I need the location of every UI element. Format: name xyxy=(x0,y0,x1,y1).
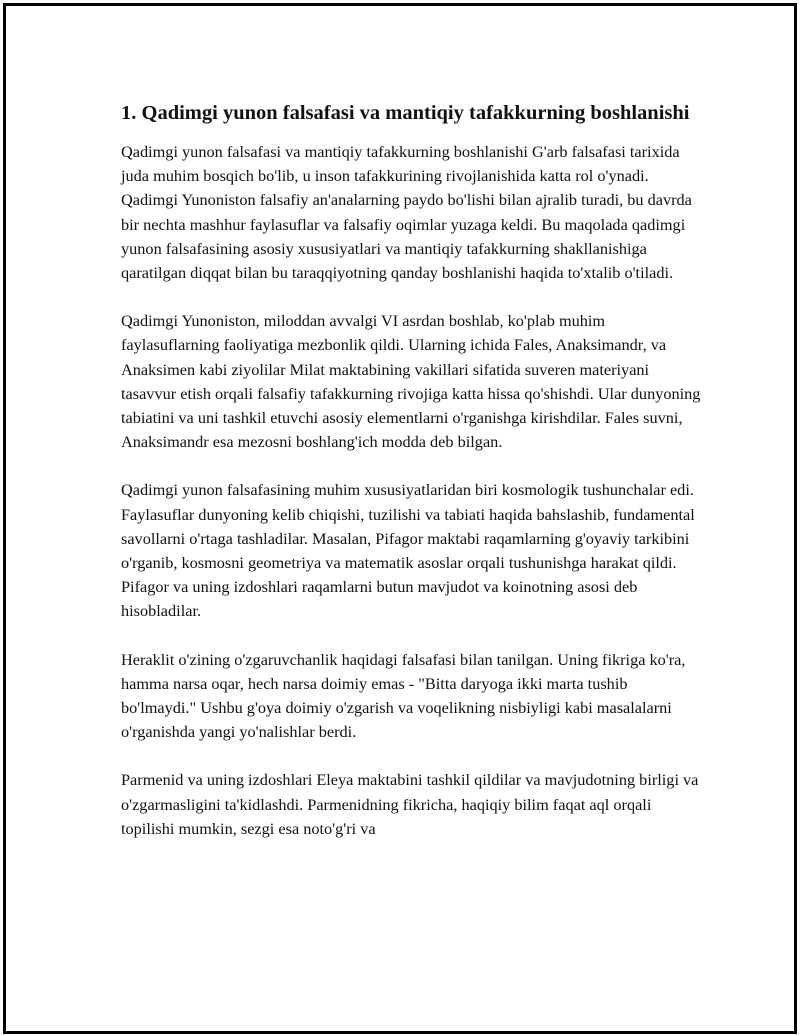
section-heading: 1. Qadimgi yunon falsafasi va mantiqiy tafakkurning boshlanishi xyxy=(121,102,690,124)
document-body xyxy=(121,100,701,865)
paragraph-miletus-school: Qadimgi Yunoniston, miloddan avvalgi VI asrdan boshlab, ko'plab muhim faylasuflarning faoliyatiga mezbonlik qildi. Ularning ichida Fales, Anaksimandr, va Anaksimen kabi ziyolilar Milat maktabining vakillari sifatida suveren materiyani tasavvur etish orqali falsafiy tafakkurning rivojiga katta hissa qo'shishdi. Ular dunyoning tabiatini va uni tashkil etuvchi asosiy elementlarni o'rganishga kirishdilar. Fales suvni, Anaksimandr esa mezosni boshlang'ich modda deb bilgan. xyxy=(121,311,701,452)
paragraph-heraclitus: Heraklit o'zining o'zgaruvchanlik haqidagi falsafasi bilan tanilgan. Uning fikriga ko'ra, hamma narsa oqar, hech narsa doimiy emas - "Bitta daryoga ikki marta tushib bo'lmaydi." Ushbu g'oya doimiy o'zgarish va voqelikning nisbiyligi kabi masalalarni o'rganishda yangi yo'nalishlar berdi. xyxy=(121,649,686,742)
paragraph-cosmology: Qadimgi yunon falsafasining muhim xususiyatlaridan biri kosmologik tushunchalar edi. Faylasuflar dunyoning kelib chiqishi, tuzilishi va tabiati haqida bahslashib, fundamental savollarni o'rtaga tashladilar. Masalan, Pifagor maktabi raqamlarning g'oyaviy tarkibini o'rganib, kosmosni geometriya va matematik asoslar orqali tushunishga harakat qildi. Pifagor va uning izdoshlari raqamlarni butun mavjudot va koinotning asosi deb hisobladilar. xyxy=(121,480,695,621)
paragraph-parmenides: Parmenid va uning izdoshlari Eleya maktabini tashkil qildilar va mavjudotning birligi va o'zgarmasligini ta'kidlashdi. Parmenidning fikricha, haqiqiy bilim faqat aql orqali topilishi mumkin, sezgi esa noto'g'ri va xyxy=(121,770,699,838)
page-frame xyxy=(3,3,797,1034)
paragraph-intro: Qadimgi yunon falsafasi va mantiqiy tafakkurning boshlanishi G'arb falsafasi tarixida juda muhim bosqich bo'lib, u inson tafakkurining rivojlanishida katta rol o'ynadi. Qadimgi Yunoniston falsafiy an'analarning paydo bo'lishi bilan ajralib turadi, bu davrda bir nechta mashhur faylasuflar va falsafiy oqimlar yuzaga keldi. Bu maqolada qadimgi yunon falsafasining asosiy xususiyatlari va mantiqiy tafakkurning shakllanishiga qaratilgan diqqat bilan bu taraqqiyotning qanday boshlanishi haqida to'xtalib o'tiladi. xyxy=(121,142,692,283)
